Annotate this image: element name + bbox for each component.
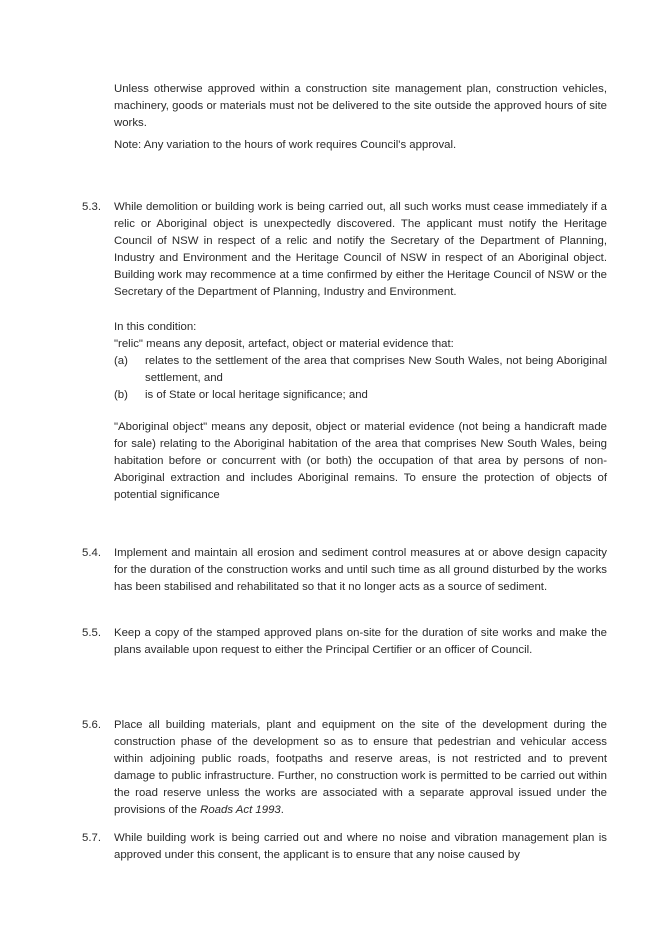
relic-criterion-b	[114, 387, 607, 404]
relic-criterion-a	[114, 353, 607, 387]
section-5-4-number: 5.4.	[82, 547, 101, 559]
intro-paragraph: Unless otherwise approved within a construction site management plan, construction vehicles, machinery, goods or materials must not be delivered to the site outside the approved hours of site works.	[114, 83, 607, 129]
relic-definition: "relic" means any deposit, artefact, object or material evidence that:	[114, 338, 454, 350]
roads-act-citation: Roads Act 1993	[200, 804, 281, 816]
criterion-b-label: (b)	[114, 389, 128, 401]
section-5-5-number: 5.5.	[82, 627, 101, 639]
section-5-3-number: 5.3.	[82, 201, 101, 213]
section-5-6-text: Place all building materials, plant and equipment on the site of the development during the construction phase of the development so as to ensure that pedestrian and vehicular access within adjoining public roads, footpaths and reserve areas, is not restricted and to prevent damage to public infrastructure. Further, no construction work is permitted to be carried out within the road reserve unless the works are associated with a separate approval issued under the provisions of the Roads Act 1993.	[114, 719, 607, 816]
section-5-3-text: While demolition or building work is being carried out, all such works must cease immediately if a relic or Aboriginal object is unexpectedly discovered. The applicant must notify the Heritage Council of NSW in respect of a relic and notify the Secretary of the Department of Planning, Industry and Environment and the Heritage Council of NSW in respect of an Aboriginal object. Building work may recommence at a time confirmed by either the Heritage Council of NSW or the Secretary of the Department of Planning, Industry and Environment.	[114, 201, 607, 298]
in-this-condition: In this condition:	[114, 321, 197, 333]
section-5-5-text: Keep a copy of the stamped approved plans on-site for the duration of site works and make the plans available upon request to either the Principal Certifier or an officer of Council.	[114, 627, 607, 656]
section-5-7-text: While building work is being carried out and where no noise and vibration management plan is approved under this consent, the applicant is to ensure that any noise caused by	[114, 832, 607, 861]
section-5-4-text: Implement and maintain all erosion and sediment control measures at or above design capacity for the duration of the construction works and until such time as all ground disturbed by the works has been stabilised and rehabilitated so that it no longer acts as a source of sediment.	[114, 547, 607, 593]
aboriginal-object-definition: "Aboriginal object" means any deposit, object or material evidence (not being a handicraft made for sale) relating to the Aboriginal habitation of the area that comprises New South Wales, being habitation before or concurrent with (or both) the occupation of that area by persons of non-Aboriginal extraction and includes Aboriginal remains. To ensure the protection of objects of potential significance	[114, 421, 607, 501]
criterion-a-label: (a)	[114, 355, 128, 367]
section-5-6-number: 5.6.	[82, 719, 101, 731]
hours-note: Note: Any variation to the hours of work requires Council's approval.	[114, 139, 457, 151]
criterion-b-text: is of State or local heritage significance; and	[145, 389, 368, 401]
section-5-7-number: 5.7.	[82, 832, 101, 844]
criterion-a-text: relates to the settlement of the area that comprises New South Wales, not being Aboriginal settlement, and	[145, 355, 607, 384]
